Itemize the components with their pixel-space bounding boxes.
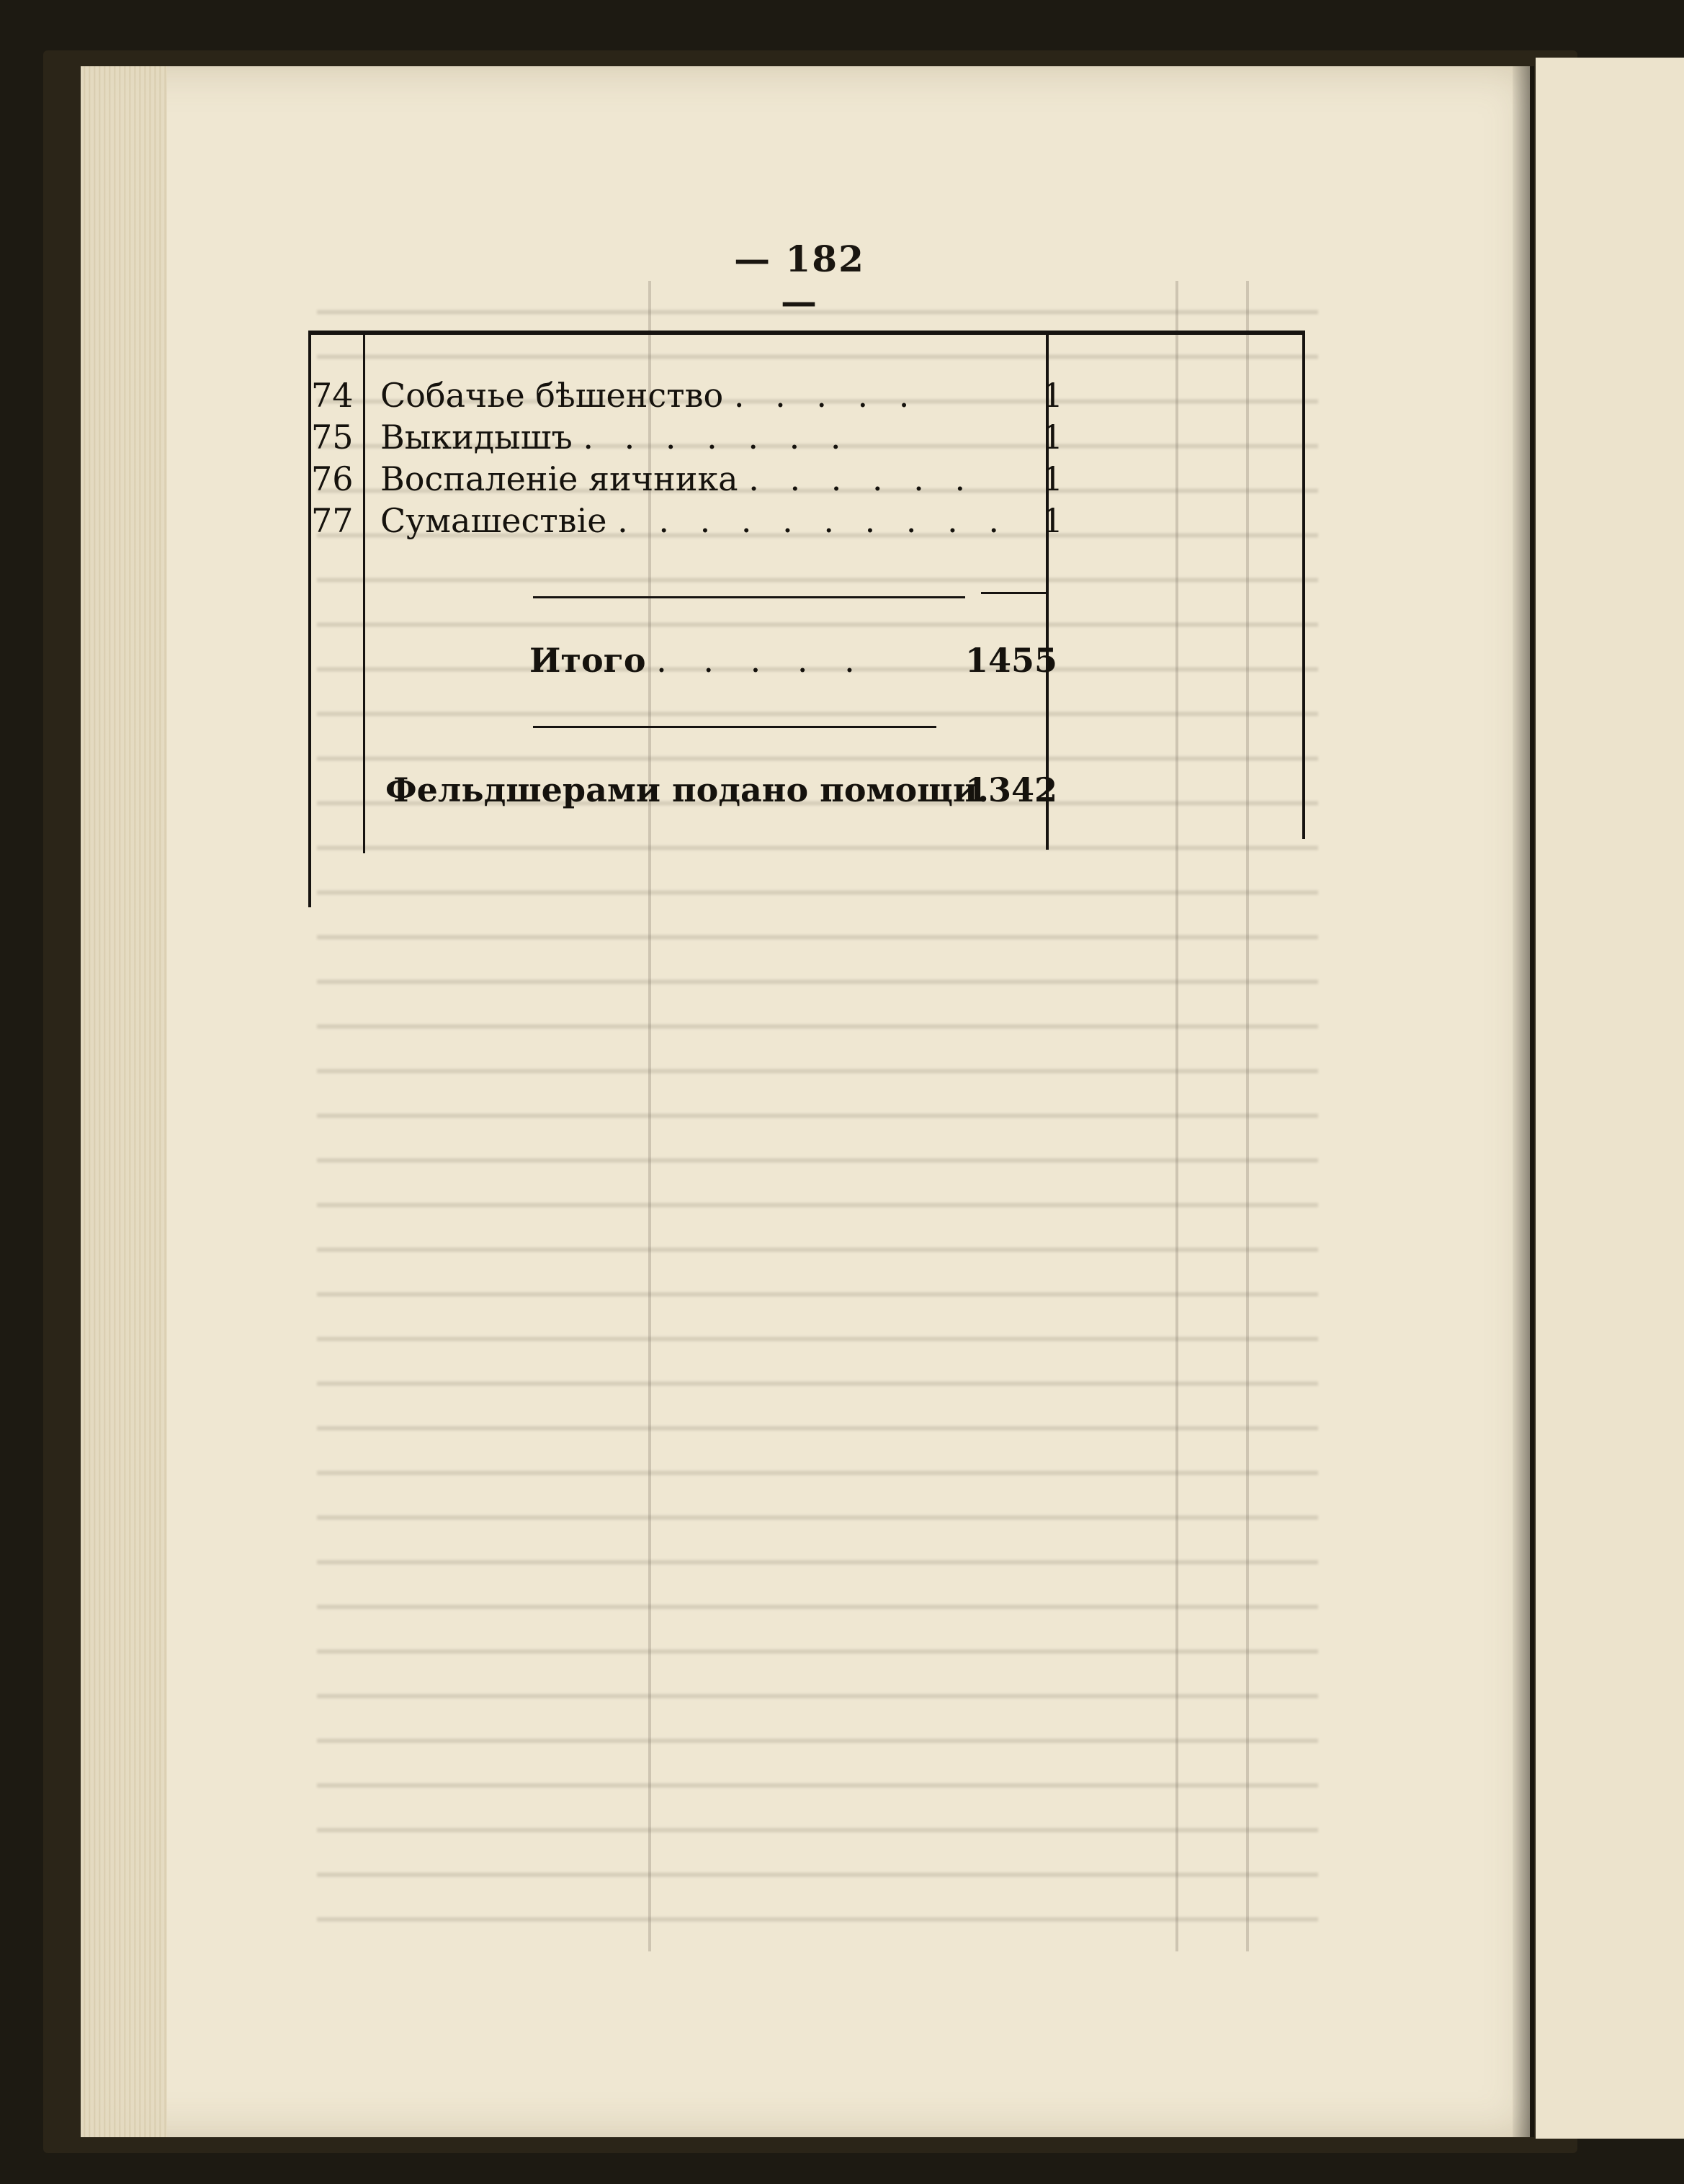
feldsher-value: 1342 (965, 770, 1058, 809)
row-leader-dots: . . . . . . . (583, 418, 851, 457)
table-top-rule (308, 331, 1305, 335)
table-row (308, 500, 1305, 541)
row-value: 1 (1042, 459, 1063, 498)
total-leader-dots: . . . . . (656, 641, 868, 680)
row-label (380, 416, 1230, 458)
page-stack-edges (81, 66, 167, 2137)
row-label-text: Сумашествіе (380, 501, 607, 540)
adjacent-page (1536, 58, 1684, 2139)
row-label (380, 500, 1230, 541)
row-label-text: Воспаленіе яичника (380, 459, 738, 498)
row-value: 1 (1042, 501, 1063, 540)
book-gutter (1513, 66, 1534, 2137)
table-row (308, 458, 1305, 500)
total-row (529, 641, 868, 680)
row-leader-dots: . . . . . . (748, 459, 976, 498)
total-rule (533, 726, 936, 728)
total-value: 1455 (965, 641, 1058, 680)
row-label (380, 374, 1230, 416)
page-number: — 182 — (734, 238, 865, 323)
subtotal-rule (981, 592, 1046, 594)
row-value: 1 (1042, 376, 1063, 415)
row-label-text: Выкидышъ (380, 418, 573, 457)
table-row (308, 374, 1305, 416)
row-label (380, 458, 1230, 500)
row-number: 76 (311, 459, 354, 498)
feldsher-label: Фельдшерами подано помощи. (385, 770, 990, 809)
table-row (308, 416, 1305, 458)
row-number: 74 (311, 376, 354, 415)
row-leader-dots: . . . . . . . . . . (617, 501, 1009, 540)
total-label: Итого (529, 641, 646, 680)
row-number: 77 (311, 501, 354, 540)
row-leader-dots: . . . . . (733, 376, 920, 415)
subtotal-rule (533, 596, 965, 598)
row-number: 75 (311, 418, 354, 457)
row-value: 1 (1042, 418, 1063, 457)
row-label-text: Собачье бѣшенство (380, 376, 724, 415)
